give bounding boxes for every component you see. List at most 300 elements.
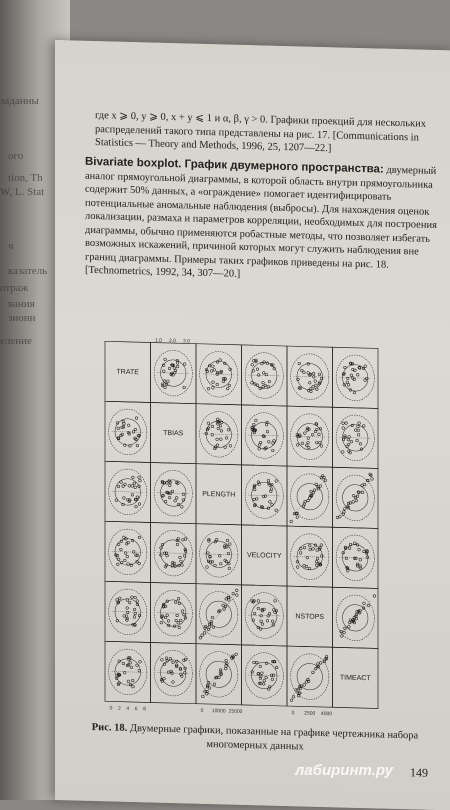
data-point (357, 434, 360, 437)
matrix-cell (287, 346, 333, 407)
data-point (166, 554, 169, 557)
data-point (124, 552, 127, 555)
outer-fence-ellipse (245, 352, 283, 399)
data-point (220, 430, 223, 433)
data-point (316, 549, 319, 552)
data-point (226, 387, 229, 390)
regression-line (112, 551, 144, 552)
data-point (352, 501, 355, 504)
regression-line (248, 615, 280, 616)
data-point (163, 370, 166, 373)
data-point (169, 657, 172, 660)
outer-fence-ellipse (154, 470, 192, 517)
intro-paragraph: где x ⩾ 0, y ⩾ 0, x + y ⩽ 1 и α, β, γ > 0. Графики проекций для нескольких распределений такого типа представлены на рис. 17. [Communications in Statistics — Theory and Methods, 1996, 25, 1207—22.] (95, 110, 426, 155)
data-point (311, 433, 314, 436)
data-point (253, 431, 256, 434)
matrix-cell (242, 645, 288, 706)
data-point (131, 485, 134, 488)
data-point (163, 380, 166, 383)
data-point (167, 620, 170, 623)
data-point (296, 444, 299, 447)
data-point (253, 661, 256, 664)
data-point (167, 380, 170, 383)
data-point (363, 483, 366, 486)
data-point (173, 367, 176, 370)
data-point (126, 555, 129, 558)
data-point (367, 604, 370, 607)
data-point (119, 597, 122, 600)
data-point (342, 451, 345, 454)
data-point (220, 438, 223, 441)
data-point (299, 552, 302, 555)
data-point (355, 499, 358, 502)
data-point (359, 558, 362, 561)
outer-fence-ellipse (154, 530, 192, 577)
inner-hinge-ellipse (115, 538, 140, 565)
data-point (216, 418, 219, 421)
data-point (253, 612, 256, 615)
data-point (347, 502, 350, 505)
data-point (207, 387, 210, 390)
variable-label: NSTOPS (295, 613, 325, 622)
data-point (253, 498, 256, 501)
data-point (263, 679, 266, 682)
data-point (336, 516, 339, 519)
data-point (261, 623, 264, 626)
axis-tick-label: 2 (117, 705, 121, 712)
data-point (307, 441, 310, 444)
matrix-cell (151, 523, 197, 584)
data-point (350, 374, 353, 377)
matrix-cell (287, 526, 333, 587)
data-point (216, 444, 219, 447)
data-point (179, 556, 182, 559)
data-point (127, 424, 130, 427)
data-point (292, 696, 295, 699)
data-point (301, 442, 304, 445)
data-point (117, 563, 120, 566)
data-point (117, 485, 120, 488)
data-point (350, 440, 353, 443)
variable-label: TRATE (116, 368, 139, 377)
data-point (136, 664, 139, 667)
axis-tick-label: 10000 (211, 708, 226, 715)
data-point (251, 363, 254, 366)
data-point (177, 597, 180, 600)
data-point (134, 612, 137, 615)
data-point (216, 371, 219, 374)
data-point (123, 536, 126, 539)
data-point (117, 543, 120, 546)
data-point (345, 557, 348, 560)
data-point (373, 595, 376, 598)
data-point (222, 604, 225, 607)
data-point (135, 505, 138, 508)
outer-fence-ellipse (154, 590, 192, 637)
data-point (359, 442, 362, 445)
data-point (269, 500, 272, 503)
data-point (120, 481, 123, 484)
data-point (317, 487, 320, 490)
data-point (215, 538, 218, 541)
data-point (260, 614, 263, 617)
data-point (128, 601, 131, 604)
data-point (305, 565, 308, 568)
data-point (160, 621, 163, 624)
data-point (261, 672, 264, 675)
matrix-cell (196, 524, 242, 585)
page-number: 149 (410, 765, 428, 780)
data-point (132, 476, 135, 479)
data-point (125, 615, 128, 618)
outer-fence-ellipse (200, 531, 238, 578)
data-point (126, 607, 129, 610)
data-point (115, 499, 118, 502)
data-point (217, 427, 220, 430)
data-point (348, 625, 351, 628)
data-point (128, 485, 131, 488)
section-body: двумерный аналог прямоугольной диаграммы, в которой область внутри прямоугольника содержит 50% данных, а «ограждение» помогает идентифицировать потенциальные аномальные наблюдения (выбросы). Для нахождения оценок локализации, размаха и параметров корреляции, необходимых для построения диаграммы, обычно применяются робастные методы, что позволяет избегать возможных искажений, причиной которых могут служить наблюдения вне границ диаграммы. Примеры таких графиков приведены на рис. 18. [Technometrics, 1992, 34, 307—20.] (85, 164, 437, 280)
data-point (124, 444, 127, 447)
data-point (166, 614, 169, 617)
data-point (164, 386, 167, 389)
data-point (177, 621, 180, 624)
data-point (120, 548, 123, 551)
adjacent-page-fragment: отраж (0, 282, 29, 294)
data-point (262, 435, 265, 438)
matrix-cell (196, 404, 242, 465)
data-point (300, 547, 303, 550)
data-point (256, 384, 259, 387)
data-point (175, 619, 178, 622)
data-point (202, 695, 205, 698)
data-point (312, 372, 315, 375)
data-point (347, 384, 350, 387)
adjacent-page-fragment: tion, Th (8, 172, 43, 184)
outer-fence-ellipse (109, 409, 147, 456)
data-point (267, 385, 270, 388)
data-point (122, 426, 125, 429)
data-point (132, 685, 135, 688)
data-point (258, 448, 261, 451)
data-point (309, 544, 312, 547)
data-point (117, 558, 120, 561)
data-point (211, 425, 214, 428)
data-point (228, 599, 231, 602)
data-point (116, 554, 119, 557)
variable-label: PLENGTH (202, 490, 236, 499)
data-point (345, 422, 348, 425)
data-point (309, 548, 312, 551)
data-point (356, 439, 359, 442)
data-point (318, 433, 321, 436)
data-point (356, 565, 359, 568)
data-point (176, 543, 179, 546)
data-point (136, 444, 139, 447)
matrix-cell (151, 583, 197, 644)
data-point (314, 380, 317, 383)
data-point (181, 610, 184, 613)
data-point (319, 441, 322, 444)
data-point (355, 613, 358, 616)
data-point (130, 666, 133, 669)
matrix-cell (242, 345, 288, 406)
axis-tick-label: 0 (291, 710, 295, 717)
data-point (307, 437, 310, 440)
variable-label: TIMEACT (339, 674, 371, 683)
data-point (346, 381, 349, 384)
data-point (226, 539, 229, 542)
data-point (305, 681, 308, 684)
outer-fence-ellipse (200, 351, 238, 398)
data-point (165, 657, 168, 660)
outer-fence-ellipse (245, 652, 283, 699)
data-point (268, 380, 271, 383)
data-point (161, 658, 164, 661)
data-point (213, 683, 216, 686)
data-point (275, 666, 278, 669)
data-point (354, 542, 357, 545)
adjacent-page-fragment: W, L. Stat (0, 186, 45, 198)
data-point (131, 679, 134, 682)
inner-hinge-ellipse (252, 602, 277, 629)
data-point (362, 367, 365, 370)
data-point (262, 683, 265, 686)
data-point (320, 445, 323, 448)
data-point (347, 443, 350, 446)
data-point (180, 560, 183, 563)
data-point (257, 600, 260, 603)
data-point (134, 486, 137, 489)
data-point (364, 379, 367, 382)
data-point (356, 373, 359, 376)
data-point (129, 661, 132, 664)
data-point (318, 373, 321, 376)
axis-tick-label: 25000 (228, 708, 243, 715)
adjacent-page-fragment: вания (8, 298, 35, 310)
regression-line (112, 491, 144, 492)
data-point (168, 496, 171, 499)
data-point (214, 447, 217, 450)
data-point (176, 614, 179, 617)
data-point (259, 441, 262, 444)
data-point (312, 548, 315, 551)
data-point (316, 441, 319, 444)
data-point (117, 601, 120, 604)
data-point (218, 554, 221, 557)
data-point (306, 444, 309, 447)
data-point (211, 616, 214, 619)
regression-line (157, 553, 189, 554)
data-point (123, 615, 126, 618)
outer-fence-ellipse (109, 649, 147, 696)
data-point (314, 430, 317, 433)
data-point (135, 417, 138, 420)
matrix-cell (242, 585, 288, 646)
data-point (228, 567, 231, 570)
data-point (207, 552, 210, 555)
data-point (257, 374, 260, 377)
matrix-cell (105, 581, 151, 642)
data-point (201, 634, 204, 637)
data-point (133, 482, 136, 485)
data-point (296, 566, 299, 569)
inner-hinge-ellipse (206, 361, 231, 388)
data-point (363, 602, 366, 605)
outer-fence-ellipse (291, 353, 329, 400)
caption-text: Двумерные графики, показанные на графике чертежника набора многомерных данных (129, 722, 419, 753)
data-point (275, 480, 278, 483)
scatterplot-matrix (75, 333, 405, 727)
variable-label: VELOCITY (246, 552, 282, 560)
data-point (164, 358, 167, 361)
outer-fence-ellipse (109, 529, 147, 576)
data-point (184, 538, 187, 541)
data-point (339, 515, 342, 518)
data-point (236, 589, 239, 592)
outer-fence-ellipse (336, 355, 374, 402)
data-point (255, 419, 258, 422)
data-point (212, 387, 215, 390)
data-point (207, 422, 210, 425)
data-point (261, 362, 264, 365)
data-point (348, 547, 351, 550)
book-page (55, 40, 450, 810)
axis-tick-label: 8 (143, 706, 146, 713)
data-point (210, 370, 213, 373)
figure-caption (75, 721, 435, 757)
matrix-cell (105, 461, 151, 522)
data-point (351, 424, 354, 427)
regression-line (203, 596, 235, 633)
data-point (295, 689, 298, 692)
data-point (179, 619, 182, 622)
axis-tick-label: 2.0 (169, 337, 176, 345)
data-point (183, 554, 186, 557)
data-point (308, 381, 311, 384)
data-point (363, 425, 366, 428)
data-point (290, 699, 293, 702)
data-point (213, 369, 216, 372)
caption-label: Рис. 18. (91, 721, 128, 734)
data-point (298, 362, 301, 365)
data-point (253, 423, 256, 426)
data-point (342, 422, 345, 425)
matrix-cell (105, 641, 151, 702)
matrix-cell (333, 347, 379, 408)
regression-line (203, 656, 235, 693)
data-point (357, 425, 360, 428)
data-point (235, 653, 238, 656)
regression-line (203, 374, 235, 375)
data-point (174, 601, 177, 604)
data-point (227, 552, 230, 555)
data-point (263, 608, 266, 611)
outer-fence-ellipse (245, 592, 283, 639)
data-point (307, 363, 310, 366)
data-point (123, 497, 126, 500)
data-point (304, 432, 307, 435)
regression-line (339, 377, 371, 378)
data-point (296, 516, 299, 519)
matrix-cell (287, 406, 333, 467)
data-point (181, 564, 184, 567)
data-point (257, 607, 260, 610)
data-point (343, 631, 346, 634)
data-point (183, 671, 186, 674)
data-point (212, 365, 215, 368)
data-point (181, 506, 184, 509)
data-point (321, 555, 324, 558)
data-point (266, 430, 269, 433)
data-point (236, 594, 239, 597)
data-point (169, 484, 172, 487)
data-point (127, 680, 130, 683)
data-point (268, 440, 271, 443)
data-point (316, 388, 319, 391)
data-point (174, 499, 177, 502)
data-point (163, 677, 166, 680)
data-point (138, 476, 141, 479)
regression-line (248, 675, 280, 676)
axis-tick-label: 0 (200, 707, 204, 714)
data-point (319, 662, 322, 665)
data-point (172, 681, 175, 684)
data-point (316, 557, 319, 560)
adjacent-page-fragment: ого (8, 150, 24, 162)
data-point (220, 562, 223, 565)
matrix-cell (105, 521, 151, 582)
data-point (126, 599, 129, 602)
data-point (164, 500, 167, 503)
data-point (273, 440, 276, 443)
data-point (138, 536, 141, 539)
bivariate-boxplot-section (85, 156, 440, 287)
data-point (364, 365, 367, 368)
data-point (225, 437, 228, 440)
matrix-cell (151, 463, 197, 524)
data-point (309, 373, 312, 376)
outer-fence-ellipse (109, 589, 147, 636)
matrix-cell (333, 527, 379, 588)
axis-tick-label: 0 (109, 705, 113, 712)
scatterplot-matrix-figure (75, 333, 405, 727)
data-point (134, 596, 137, 599)
outer-fence-ellipse (291, 413, 329, 460)
data-point (253, 488, 256, 491)
outer-fence-ellipse (109, 469, 147, 516)
data-point (357, 429, 360, 432)
data-point (306, 556, 309, 559)
data-point (227, 429, 230, 432)
axis-tick-label: 4000 (320, 710, 333, 718)
adjacent-page-fragment: ч (8, 240, 14, 252)
data-point (117, 427, 120, 430)
data-point (256, 368, 259, 371)
data-point (136, 600, 139, 603)
axis-tick-label: 3.0 (183, 338, 190, 345)
data-point (317, 663, 320, 666)
data-point (363, 550, 366, 553)
adjacent-page-fragment: казатель (8, 265, 48, 277)
axis-tick-label: 2500 (304, 710, 316, 717)
data-point (134, 428, 137, 431)
data-point (361, 491, 364, 494)
watermark-logo: лабиринт.ру (295, 762, 393, 779)
matrix-cell (105, 401, 151, 462)
data-point (344, 366, 347, 369)
data-point (222, 380, 225, 383)
